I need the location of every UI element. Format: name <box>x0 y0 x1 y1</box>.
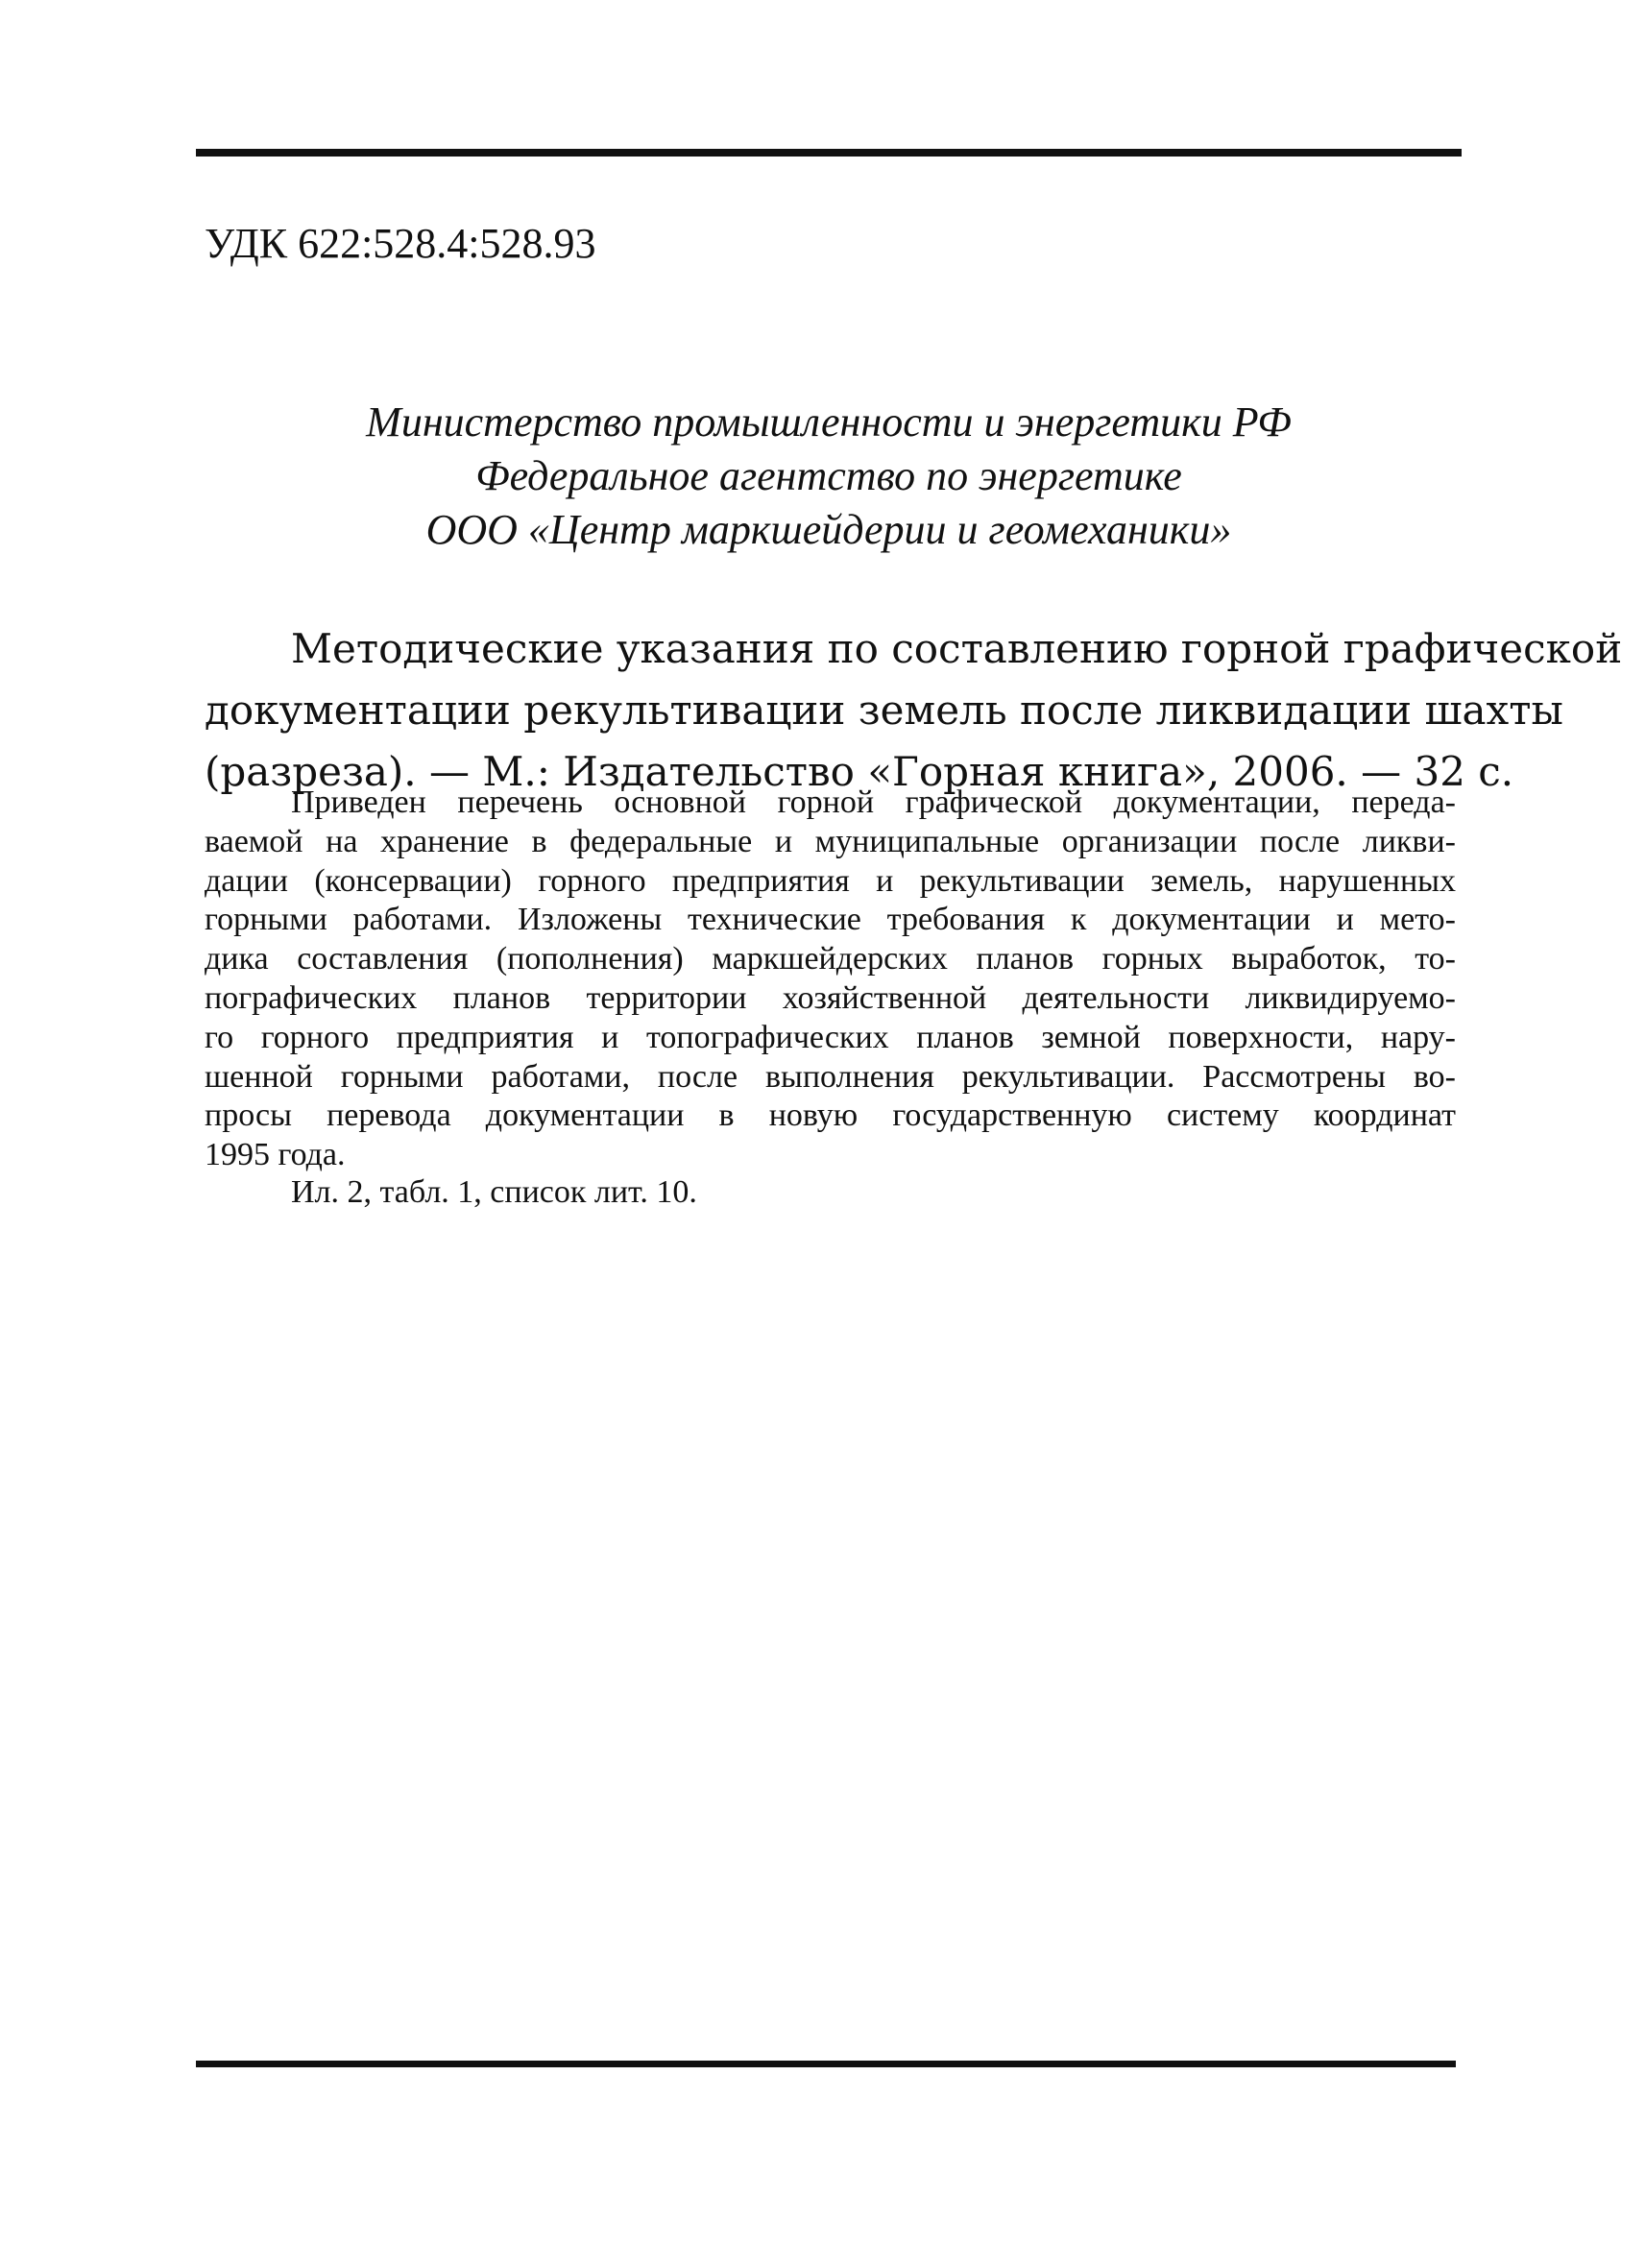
udk-code: УДК 622:528.4:528.93 <box>205 220 596 267</box>
organizations-block <box>196 396 1462 557</box>
abstract-paragraph <box>205 784 1456 1175</box>
bottom-rule <box>196 2061 1456 2067</box>
title-line: Методические указания по составлению горной графической <box>291 625 1623 672</box>
abstract-line: дации (консервации) горного предприятия и рекультивации земель, нарушенных <box>205 862 1456 899</box>
abstract-line: 1995 года. <box>205 1137 346 1173</box>
abstract-line: ваемой на хранение в федеральные и муниципальные организации после ликви- <box>205 823 1456 859</box>
abstract-line: горными работами. Изложены технические требования к документации и мето- <box>205 902 1456 938</box>
agency-name: Федеральное агентство по энергетике <box>475 452 1182 499</box>
abstract-line: пографических планов территории хозяйственной деятельности ликвидируемо- <box>205 979 1456 1016</box>
abstract-line: Приведен перечень основной горной графической документации, переда- <box>291 784 1456 820</box>
abstract-line: просы перевода документации в новую государственную систему координат <box>205 1098 1456 1134</box>
illustrations-note: Ил. 2, табл. 1, список лит. 10. <box>291 1174 697 1210</box>
abstract-line: го горного предприятия и топографических планов земной поверхности, нару- <box>205 1019 1456 1055</box>
abstract-line: дика составления (пополнения) маркшейдерских планов горных выработок, то- <box>205 941 1456 977</box>
title-line: (разреза). — М.: Издательство «Горная книга», 2006. — 32 с. <box>205 748 1514 795</box>
top-rule <box>196 149 1462 157</box>
book-title <box>205 618 1623 803</box>
ministry-name: Министерство промышленности и энергетики РФ <box>366 398 1292 446</box>
company-name: ООО «Центр маркшейдерии и геомеханики» <box>425 506 1232 553</box>
title-line: документации рекультивации земель после ликвидации шахты <box>205 687 1563 734</box>
abstract-line: шенной горными работами, после выполнения рекультивации. Рассмотрены во- <box>205 1058 1456 1095</box>
